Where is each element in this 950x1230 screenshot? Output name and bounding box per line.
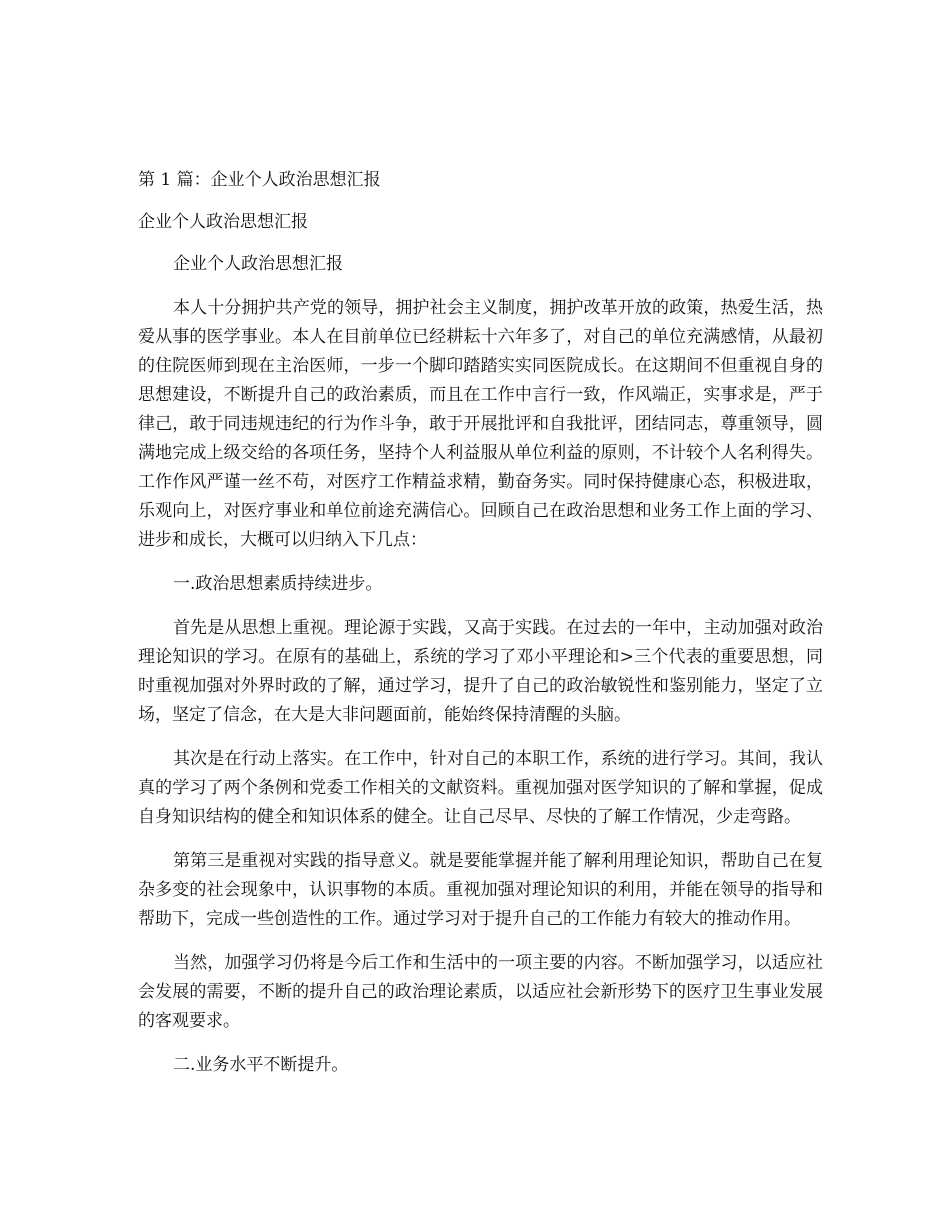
document-subtitle: 企业个人政治思想汇报 (138, 212, 308, 232)
section-heading: 二.业务水平不断提升。 (173, 1055, 349, 1075)
body-paragraph: 第第三是重视对实践的指导意义。就是要能掌握并能了解利用理论知识，帮助自己在复杂多变的社会现象中，认识事物的本质。重视加强对理论知识的利用，并能在领导的指导和帮助下，完成一些创造性的工作。通过学习对于提升自己的工作能力有较大的推动作用。 (138, 851, 823, 929)
document-page (138, 166, 823, 1095)
section-heading: 一.政治思想素质持续进步。 (173, 574, 383, 594)
body-paragraph: 当然，加强学习仍将是今后工作和生活中的一项主要的内容。不断加强学习，以适应社会发展的需要，不断的提升自己的政治理论素质，以适应社会新形势下的医疗卫生事业发展的客观要求。 (138, 953, 823, 1031)
chapter-title: 第 1 篇：企业个人政治思想汇报 (138, 170, 381, 190)
body-paragraph: 其次是在行动上落实。在工作中，针对自己的本职工作，系统的进行学习。其间，我认真的学习了两个条例和党委工作相关的文献资料。重视加强对医学知识的了解和掌握，促成自身知识结构的健全和知识体系的健全。让自己尽早、尽快的了解工作情况，少走弯路。 (138, 749, 823, 827)
body-paragraph: 本人十分拥护共产党的领导，拥护社会主义制度，拥护改革开放的政策，热爱生活，热爱从事的医学事业。本人在目前单位已经耕耘十六年多了，对自己的单位充满感情，从最初的住院医师到现在主治医师，一步一个脚印踏踏实实同医院成长。在这期间不但重视自身的思想建设，不断提升自己的政治素质，而且在工作中言行一致，作风端正，实事求是，严于律己，敢于同违规违纪的行为作斗争，敢于开展批评和自我批评，团结同志，尊重领导，圆满地完成上级交给的各项任务，坚持个人利益服从单位利益的原则，不计较个人名利得失。工作作风严谨一丝不苟，对医疗工作精益求精，勤奋务实。同时保持健康心态，积极进取，乐观向上，对医疗事业和单位前途充满信心。回顾自己在政治思想和业务工作上面的学习、进步和成长，大概可以归纳入下几点： (138, 298, 823, 550)
body-paragraph: 首先是从思想上重视。理论源于实践，又高于实践。在过去的一年中，主动加强对政治理论知识的学习。在原有的基础上，系统的学习了邓小平理论和>三个代表的重要思想，同时重视加强对外界时政的了解，通过学习，提升了自己的政治敏锐性和鉴别能力，坚定了立场，坚定了信念，在大是大非问题面前，能始终保持清醒的头脑。 (138, 618, 823, 725)
document-heading-paragraph: 企业个人政治思想汇报 (173, 254, 343, 274)
